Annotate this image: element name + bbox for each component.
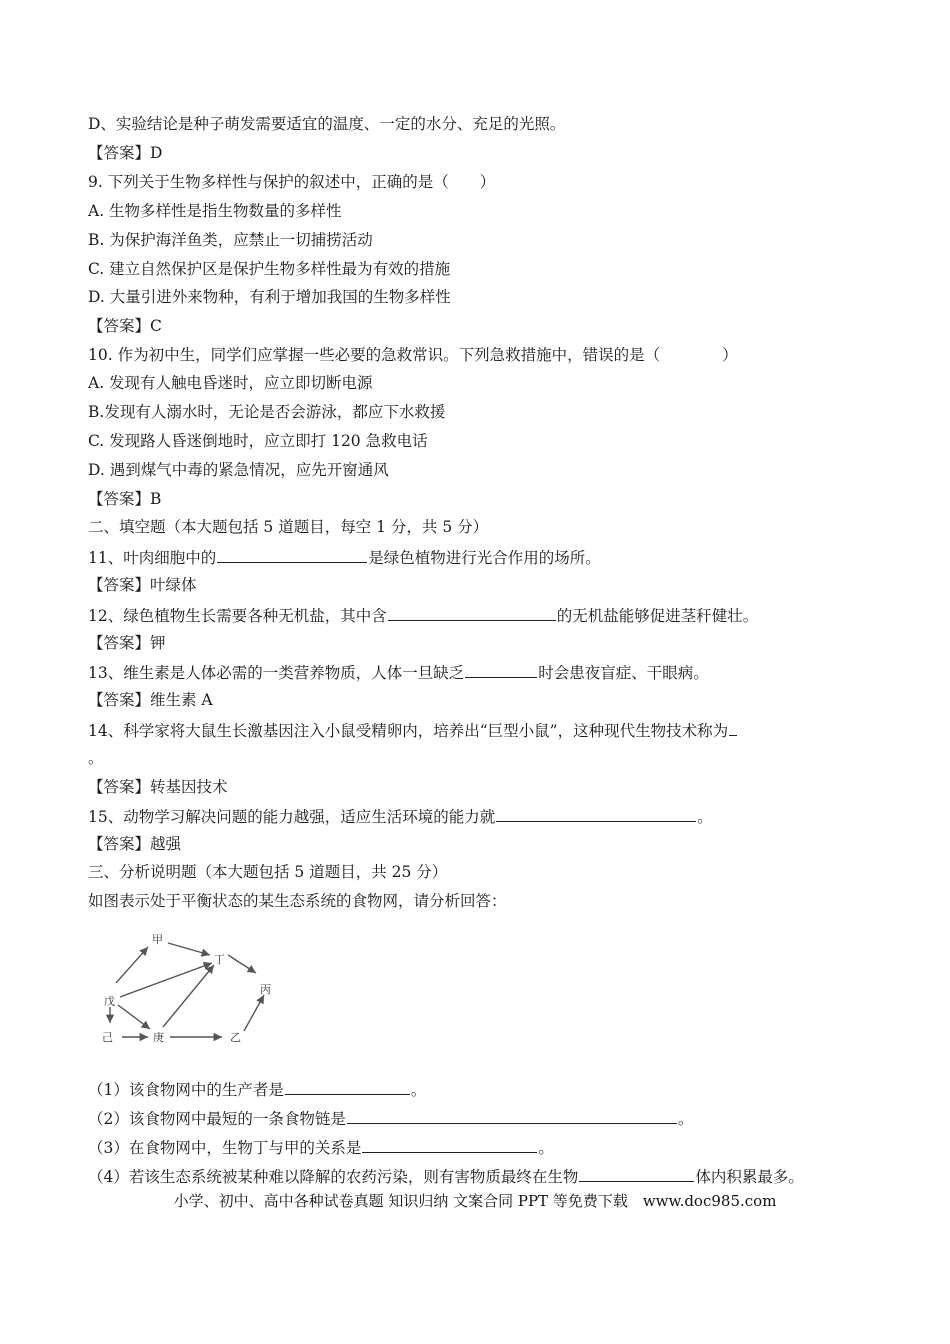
q10-option-c: C. 发现路人昏迷倒地时，应立即打 120 急救电话 <box>88 432 428 450</box>
node-wu: 戊 <box>104 995 115 1008</box>
edge-yi-bing <box>244 995 264 1031</box>
answer-9: 【答案】C <box>88 317 162 335</box>
q9-option-c: C. 建立自然保护区是保护生物多样性最为有效的措施 <box>88 260 451 278</box>
q12-text-pre: 12、绿色植物生长需要各种无机盐，其中含 <box>88 607 387 625</box>
sub-question-2 <box>88 1107 693 1129</box>
q13-text-post: 时会患夜盲症、干眼病。 <box>538 664 709 682</box>
node-bing: 丙 <box>260 983 271 996</box>
q12-blank[interactable] <box>388 604 556 621</box>
q10-option-d: D. 遇到煤气中毒的紧急情况，应先开窗通风 <box>88 461 389 479</box>
q9-option-d: D. 大量引进外来物种，有利于增加我国的生物多样性 <box>88 288 451 306</box>
edge-wu-jia <box>116 947 148 983</box>
sub1-text-pre: （1）该食物网中的生产者是 <box>88 1081 284 1099</box>
sub1-blank[interactable] <box>285 1078 410 1095</box>
q10-option-a: A. 发现有人触电昏迷时，应立即切断电源 <box>88 374 373 392</box>
node-geng: 庚 <box>153 1031 164 1044</box>
sub2-blank[interactable] <box>347 1107 677 1124</box>
q12-text-post: 的无机盐能够促进茎秆健壮。 <box>556 607 759 625</box>
q9-option-b: B. 为保护海洋鱼类，应禁止一切捕捞活动 <box>88 231 373 249</box>
question-12 <box>88 604 758 626</box>
q11-blank[interactable] <box>217 546 367 563</box>
q15-text-pre: 15、动物学习解决问题的能力越强，适应生活环境的能力就 <box>88 808 496 826</box>
question-13 <box>88 661 709 683</box>
question-14 <box>88 719 738 741</box>
question-15 <box>88 805 713 827</box>
section-2-heading: 二、填空题（本大题包括 5 道题目，每空 1 分，共 5 分） <box>88 518 489 536</box>
page-footer: 小学、初中、高中各种试卷真题 知识归纳 文案合同 PPT 等免费下载 www.doc985.com <box>173 1192 777 1210</box>
sub2-text-pre: （2）该食物网中最短的一条食物链是 <box>88 1110 346 1128</box>
sub1-text-post: 。 <box>410 1081 427 1099</box>
sub4-text-pre: （4）若该生态系统被某种难以降解的农药污染，则有害物质最终在生物 <box>88 1168 579 1186</box>
answer-8: 【答案】D <box>88 144 163 162</box>
node-jia: 甲 <box>152 933 163 946</box>
q9-option-a: A. 生物多样性是指生物数量的多样性 <box>88 202 342 220</box>
sub-question-1 <box>88 1078 426 1100</box>
diagram-intro: 如图表示处于平衡状态的某生态系统的食物网，请分析回答： <box>88 892 507 910</box>
question-11 <box>88 546 601 568</box>
node-ding: 丁 <box>214 953 225 966</box>
section-3-heading: 三、分析说明题（本大题包括 5 道题目，共 25 分） <box>88 863 448 881</box>
q13-blank[interactable] <box>465 661 537 678</box>
sub4-text-post: 体内积累最多。 <box>695 1168 804 1186</box>
q11-text-post: 是绿色植物进行光合作用的场所。 <box>368 549 601 567</box>
sub-question-4 <box>88 1165 804 1187</box>
answer-13: 【答案】维生素 A <box>88 691 213 709</box>
option-d-line: D、实验结论是种子萌发需要适宜的温度、一定的水分、充足的光照。 <box>88 115 566 133</box>
q11-text-pre: 11、叶肉细胞中的 <box>88 549 217 567</box>
question-14-cont: 。 <box>88 749 104 767</box>
node-yi: 乙 <box>230 1031 241 1044</box>
sub2-text-post: 。 <box>677 1110 694 1128</box>
q14-blank[interactable] <box>729 719 737 736</box>
q13-text-pre: 13、维生素是人体必需的一类营养物质，人体一旦缺乏 <box>88 664 465 682</box>
food-web-diagram <box>88 925 298 1055</box>
sub3-text-pre: （3）在食物网中，生物丁与甲的关系是 <box>88 1139 362 1157</box>
edge-geng-ding <box>163 965 214 1027</box>
edge-ding-bing <box>228 955 256 973</box>
answer-11: 【答案】叶绿体 <box>88 576 197 594</box>
q10-option-b: B.发现有人溺水时，无论是否会游泳，都应下水救援 <box>88 403 446 421</box>
answer-12: 【答案】钾 <box>88 634 166 652</box>
edge-wu-ding <box>120 963 212 997</box>
edge-jia-ding <box>168 943 210 955</box>
question-10: 10. 作为初中生，同学们应掌握一些必要的急救常识。下列急救措施中，错误的是（ ） <box>88 346 738 364</box>
answer-15: 【答案】越强 <box>88 835 182 853</box>
q14-text-pre: 14、科学家将大鼠生长激基因注入小鼠受精卵内，培养出“巨型小鼠”，这种现代生物技术称为 <box>88 722 729 740</box>
q15-blank[interactable] <box>496 805 696 822</box>
edge-wu-geng <box>118 1005 150 1029</box>
answer-10: 【答案】B <box>88 490 162 508</box>
sub4-blank[interactable] <box>579 1165 694 1182</box>
answer-14: 【答案】转基因技术 <box>88 778 228 796</box>
sub3-text-post: 。 <box>538 1139 554 1157</box>
node-ji: 己 <box>102 1031 113 1044</box>
sub-question-3 <box>88 1136 554 1158</box>
sub3-blank[interactable] <box>362 1136 537 1153</box>
q15-text-post: 。 <box>697 808 713 826</box>
question-9: 9. 下列关于生物多样性与保护的叙述中，正确的是（ ） <box>88 173 496 191</box>
